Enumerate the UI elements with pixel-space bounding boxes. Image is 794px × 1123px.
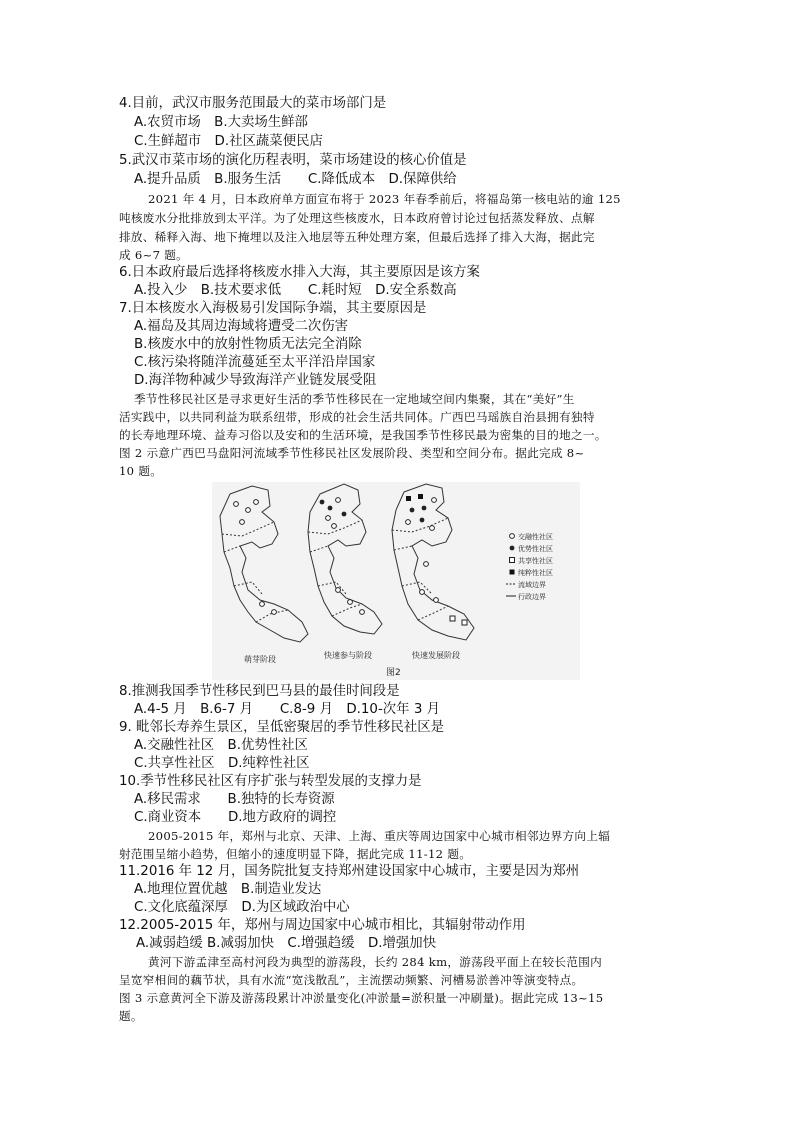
passage1-line4: 成 6~7 题。: [119, 248, 189, 262]
community-point: [348, 600, 353, 605]
q9-stem: 9. 毗邻长寿养生景区，呈低密聚居的季节性移民社区是: [119, 720, 445, 735]
community-point: [434, 598, 439, 603]
passage1-line3: 排放、稀释入海、地下掩埋以及注入地层等五种处理方案，但最后选择了排入大海，据此完: [119, 230, 595, 244]
passage3-line2: 射范围呈缩小趋势，但缩小的速度明显下降，据此完成 11-12 题。: [119, 847, 472, 861]
community-point: [254, 500, 259, 505]
stage1-label: 萌芽阶段: [244, 655, 276, 664]
legend-label-t6: 行政边界: [518, 593, 546, 601]
community-point: [418, 494, 423, 499]
q10-options-ab: A.移民需求 B.独特的长寿资源: [134, 792, 335, 807]
q12-stem: 12.2005-2015 年，郑州与周边国家中心城市相比，其辐射带动作用: [119, 918, 526, 933]
community-point: [342, 512, 347, 517]
community-point: [260, 602, 265, 607]
community-point: [410, 508, 415, 513]
passage2-line2: 活实践中，以共同利益为联系纽带，形成的社会生活共同体。广西巴马瑶族自治县拥有独特: [119, 410, 595, 424]
community-point: [328, 506, 333, 511]
figure-2-map: [212, 482, 580, 680]
q8-stem: 8.推测我国季节性移民到巴马县的最佳时间段是: [119, 684, 400, 699]
q11-stem: 11.2016 年 12 月，国务院批复支持郑州建设国家中心城市，主要是因为郑州: [119, 864, 580, 879]
q10-options-cd: C.商业资本 D.地方政府的调控: [134, 810, 337, 825]
passage4-line1: 黄河下游孟津至高村河段为典型的游荡段，长约 284 km，游荡段平面上在较长范围内: [148, 955, 603, 969]
figure-caption: 图2: [386, 668, 401, 678]
community-point: [332, 524, 337, 529]
community-point: [246, 508, 251, 513]
q9-options-cd: C.共享性社区 D.纯粹性社区: [134, 756, 310, 771]
legend-swatch-t1: [510, 534, 515, 539]
q7-option-b: B.核废水中的放射性物质无法完全消除: [134, 337, 362, 352]
q4-options-ab: A.农贸市场 B.大卖场生鲜部: [134, 115, 308, 130]
community-point: [420, 590, 425, 595]
q4-options-cd: C.生鲜超市 D.社区蔬菜便民店: [134, 134, 323, 149]
legend-label-t1: 交融性社区: [518, 533, 553, 541]
q6-stem: 6.日本政府最后选择将核废水排入大海，其主要原因是该方案: [119, 265, 480, 280]
passage3-line1: 2005-2015 年，郑州与北京、天津、上海、重庆等周边国家中心城市相邻边界方向上辐: [148, 829, 611, 843]
community-point: [450, 616, 455, 621]
community-point: [240, 520, 245, 525]
passage2-line5: 10 题。: [119, 464, 163, 478]
community-point: [320, 500, 325, 505]
legend-label-t2: 优势性社区: [518, 545, 553, 553]
community-point: [406, 520, 411, 525]
community-point: [234, 502, 239, 507]
community-point: [430, 526, 435, 531]
community-point: [424, 562, 429, 567]
q4-stem: 4.目前，武汉市服务范围最大的菜市场部门是: [119, 96, 387, 111]
community-point: [360, 610, 365, 615]
legend-swatch-t4: [510, 570, 515, 575]
q5-options: A.提升品质 B.服务生活 C.降低成本 D.保障供给: [134, 172, 457, 187]
stage2-label: 快速参与阶段: [324, 651, 372, 660]
community-point: [406, 496, 411, 501]
passage2-line3: 的长寿地理环境、益寿习俗以及安和的生活环境，是我国季节性移民最为密集的目的地之一。: [119, 428, 607, 442]
passage1-line1: 2021 年 4 月，日本政府单方面宣布将于 2023 年春季前后，将福岛第一核电站的逾 125: [148, 192, 621, 206]
q5-stem: 5.武汉市菜市场的演化历程表明，菜市场建设的核心价值是: [119, 153, 467, 168]
legend-swatch-t3: [510, 558, 515, 563]
community-point: [336, 498, 341, 503]
q7-option-d: D.海洋物种减少导致海洋产业链发展受阻: [134, 373, 377, 388]
stage3-label: 快速发展阶段: [412, 651, 460, 660]
passage4-line4: 题。: [119, 1009, 143, 1023]
community-point: [420, 518, 425, 523]
q7-stem: 7.日本核废水入海极易引发国际争端，其主要原因是: [119, 301, 427, 316]
legend-label-t3: 共享性社区: [518, 557, 553, 565]
q10-stem: 10.季节性移民社区有序扩张与转型发展的支撑力是: [119, 774, 422, 789]
passage4-line2: 呈宽窄相间的藕节状，具有水流“宽浅散乱”，主流摆动频繁、河槽易淤善冲等演变特点。: [119, 973, 584, 987]
passage2-line1: 季节性移民社区是寻求更好生活的季节性移民在一定地域空间内集聚，其在“美好”生: [134, 392, 575, 406]
community-point: [422, 506, 427, 511]
q8-options: A.4-5 月 B.6-7 月 C.8-9 月 D.10-次年 3 月: [134, 702, 440, 717]
q9-options-ab: A.交融性社区 B.优势性社区: [134, 738, 308, 753]
q6-options: A.投入少 B.技术要求低 C.耗时短 D.安全系数高: [134, 283, 457, 298]
community-point: [462, 620, 467, 625]
q7-option-a: A.福岛及其周边海域将遭受二次伤害: [134, 319, 349, 334]
q11-options-cd: C.文化底蕴深厚 D.为区域政治中心: [134, 900, 350, 915]
legend-swatch-t2: [510, 546, 515, 551]
q12-options: A.减弱趋缓 B.减弱加快 C.增强趋缓 D.增强加快: [136, 936, 437, 951]
passage1-line2: 吨核废水分批排放到太平洋。为了处理这些核废水，日本政府曾讨论过包括蒸发释放、点解: [119, 211, 595, 225]
passage2-line4: 图 2 示意广西巴马盘阳河流域季节性移民社区发展阶段、类型和空间分布。据此完成 8~: [119, 446, 585, 460]
legend-label-t5: 流域边界: [518, 581, 546, 589]
q7-option-c: C.核污染将随洋流蔓延至太平洋沿岸国家: [134, 355, 376, 370]
community-point: [432, 498, 437, 503]
community-point: [326, 516, 331, 521]
figure-2: [212, 482, 580, 680]
passage4-line3: 图 3 示意黄河全下游及游荡段累计冲淤量变化(冲淤量=淤积量一冲刷量)。据此完成 13~15: [119, 991, 604, 1005]
q11-options-ab: A.地理位置优越 B.制造业发达: [134, 882, 322, 897]
legend-label-t4: 纯粹性社区: [518, 569, 553, 577]
community-point: [272, 610, 277, 615]
community-point: [336, 588, 341, 593]
